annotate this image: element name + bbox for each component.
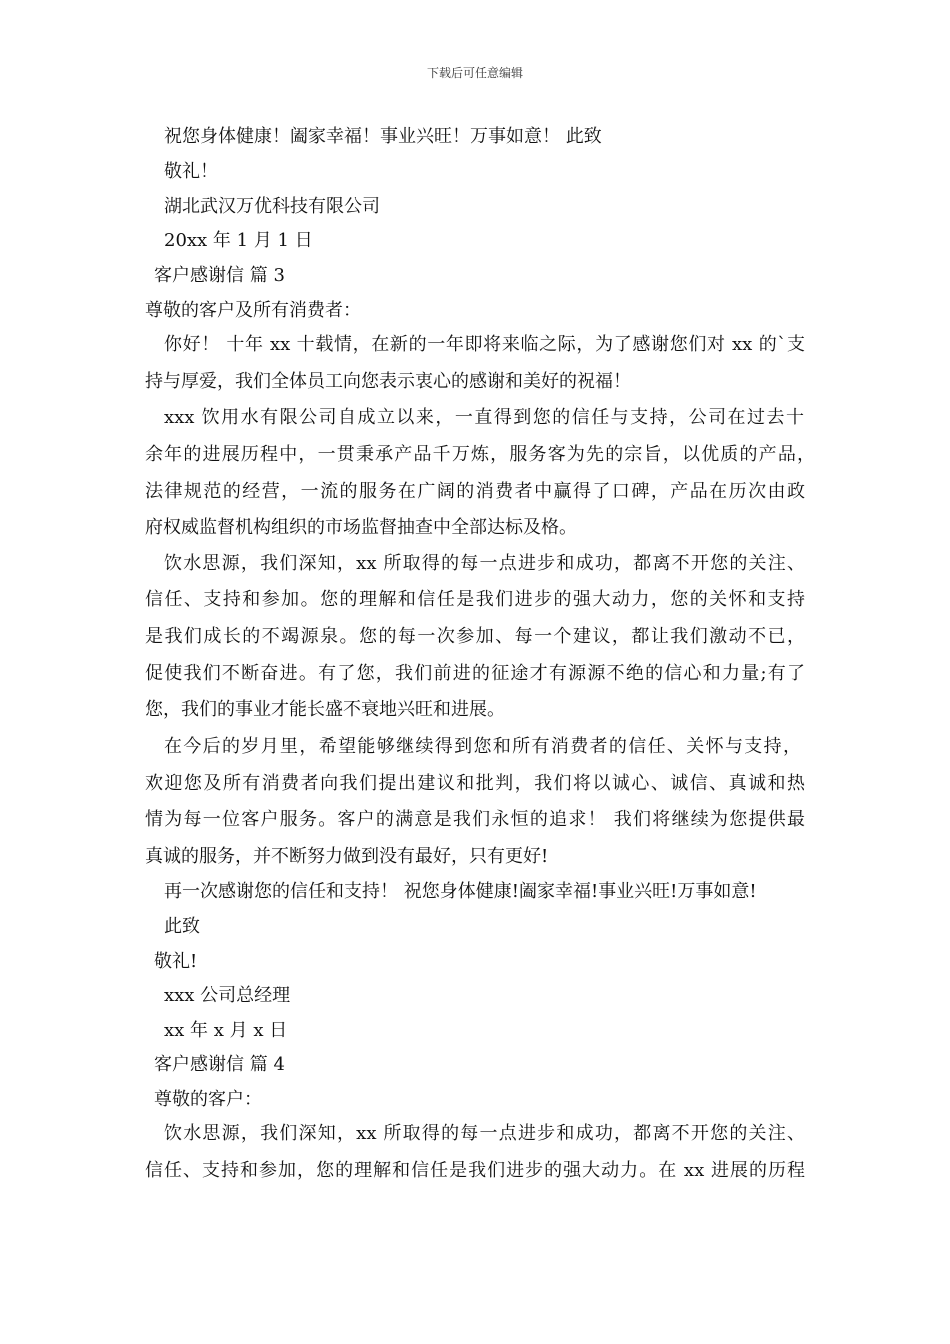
text-line: 祝您身体健康！阖家幸福！事业兴旺！万事如意！ 此致 — [164, 126, 602, 147]
text-line: 府权威监督机构组织的市场监督抽查中全部达标及格。 — [145, 517, 577, 538]
salutation: 尊敬的客户及所有消费者： — [145, 300, 361, 321]
text-line: 您，我们的事业才能长盛不衰地兴旺和进展。 — [145, 699, 505, 720]
section-heading: 客户感谢信 篇 3 — [154, 265, 285, 286]
text-line: 余年的进展历程中，一贯秉承产品千万炼，服务客为先的宗旨，以优质的产品， — [145, 444, 815, 465]
text-line: xxx 饮用水有限公司自成立以来，一直得到您的信任与支持，公司在过去十 — [164, 407, 804, 428]
text-line: 情为每一位客户服务。客户的满意是我们永恒的追求！ 我们将继续为您提供最 — [145, 809, 805, 830]
text-line: 是我们成长的不竭源泉。您的每一次参加、每一个建议，都让我们激动不已， — [145, 626, 805, 647]
text-line: 欢迎您及所有消费者向我们提出建议和批判，我们将以诚心、诚信、真诚和热 — [145, 773, 805, 794]
text-line: 促使我们不断奋进。有了您，我们前进的征途才有源源不绝的信心和力量;有了 — [145, 663, 805, 684]
text-line: 饮水思源，我们深知，xx 所取得的每一点进步和成功，都离不开您的关注、 — [164, 553, 805, 574]
text-line: 持与厚爱，我们全体员工向您表示衷心的感谢和美好的祝福！ — [145, 371, 631, 392]
text-line: 在今后的岁月里，希望能够继续得到您和所有消费者的信任、关怀与支持， — [164, 736, 801, 757]
text-line: 此致 — [164, 916, 200, 937]
text-line: 20xx 年 1 月 1 日 — [164, 230, 313, 251]
text-line: 法律规范的经营，一流的服务在广阔的消费者中赢得了口碑，产品在历次由政 — [145, 481, 805, 502]
text-line: 真诚的服务，并不断努力做到没有最好，只有更好! — [145, 846, 549, 867]
text-line: 敬礼! — [154, 951, 198, 972]
signature-line: xxx 公司总经理 — [164, 985, 291, 1006]
date-line: xx 年 x 月 x 日 — [164, 1020, 288, 1041]
text-line: 信任、支持和参加。您的理解和信任是我们进步的强大动力，您的关怀和支持 — [145, 589, 805, 610]
text-line: 敬礼！ — [164, 161, 218, 182]
text-line: 饮水思源，我们深知，xx 所取得的每一点进步和成功，都离不开您的关注、 — [164, 1123, 805, 1144]
text-line: 湖北武汉万优科技有限公司 — [164, 196, 380, 217]
text-line: 再一次感谢您的信任和支持！ 祝您身体健康!阖家幸福!事业兴旺!万事如意! — [164, 881, 757, 902]
salutation: 尊敬的客户： — [154, 1089, 262, 1110]
section-heading: 客户感谢信 篇 4 — [154, 1054, 285, 1075]
text-line: 你好！ 十年 xx 十载情，在新的一年即将来临之际，为了感谢您们对 xx 的`支 — [164, 334, 805, 355]
page-header: 下载后可任意编辑 — [426, 66, 523, 80]
text-line: 信任、支持和参加，您的理解和信任是我们进步的强大动力。在 xx 进展的历程 — [145, 1160, 805, 1181]
